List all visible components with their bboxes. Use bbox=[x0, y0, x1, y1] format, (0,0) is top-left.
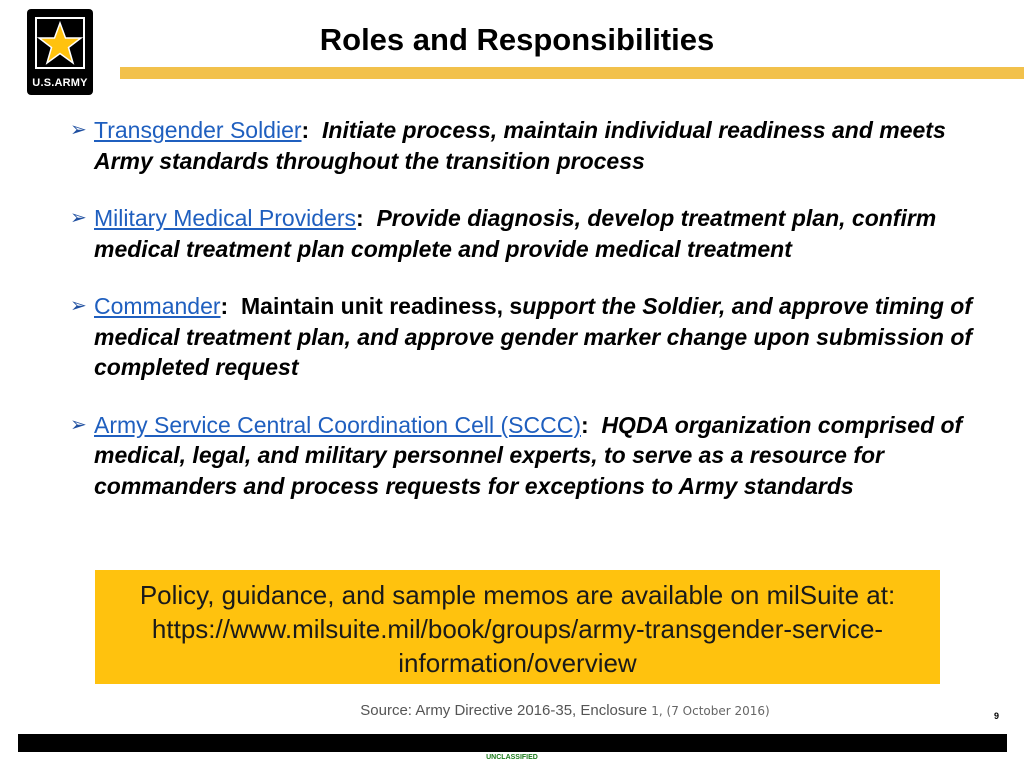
list-item-military-medical-providers bbox=[66, 203, 978, 264]
roles-list bbox=[66, 115, 978, 528]
role-link-commander[interactable]: Commander bbox=[94, 293, 221, 319]
role-colon: : bbox=[301, 117, 310, 143]
role-colon: : bbox=[356, 205, 364, 231]
arrow-bullet-icon: ➢ bbox=[70, 413, 87, 436]
policy-callout-box bbox=[95, 570, 940, 684]
source-date: 1, (7 October 2016) bbox=[651, 704, 770, 718]
role-link-military-medical-providers[interactable]: Military Medical Providers bbox=[94, 205, 357, 231]
source-citation bbox=[0, 702, 1024, 719]
policy-callout-text: Policy, guidance, and sample memos are available on milSuite at: https://www.milsuite.mil/book/groups/army-transgender-service-information/overview bbox=[139, 580, 896, 678]
classification-marking: UNCLASSIFIED bbox=[486, 754, 538, 761]
role-colon: : bbox=[580, 411, 589, 438]
list-item-sccc bbox=[66, 410, 978, 502]
footer-bar bbox=[18, 734, 1007, 752]
source-label: Source: Army Directive 2016-35, Enclosure bbox=[360, 702, 648, 719]
role-description: HQDA organization comprised of medical, legal, and military personnel experts, to serve as a resource for commanders and process requests for exceptions to Army standards bbox=[94, 411, 963, 499]
arrow-bullet-icon: ➢ bbox=[70, 295, 87, 317]
role-link-sccc[interactable]: Army Service Central Coordination Cell (SCCC) bbox=[94, 411, 581, 438]
role-description: Provide diagnosis, develop treatment plan, confirm medical treatment plan complete and provide medical treatment bbox=[94, 205, 937, 262]
list-item-transgender-soldier bbox=[66, 115, 978, 176]
arrow-bullet-icon: ➢ bbox=[70, 207, 87, 229]
role-description-prefix: Maintain unit readiness, s bbox=[241, 293, 523, 319]
list-item-commander bbox=[66, 291, 978, 383]
role-colon: : bbox=[220, 293, 229, 319]
title-underline-bar bbox=[120, 67, 1024, 79]
role-description: Initiate process, maintain individual readiness and meets Army standards throughout the transition process bbox=[94, 117, 946, 174]
arrow-bullet-icon: ➢ bbox=[70, 119, 87, 141]
page-number: 9 bbox=[994, 711, 1000, 721]
army-star-icon bbox=[27, 9, 93, 79]
logo-text: U.S.ARMY bbox=[32, 77, 88, 89]
us-army-logo bbox=[27, 9, 93, 95]
role-link-transgender-soldier[interactable]: Transgender Soldier bbox=[94, 117, 302, 143]
page-title: Roles and Responsibilities bbox=[319, 22, 715, 57]
role-description: upport the Soldier, and approve timing of medical treatment plan, and approve gender marker change upon submission of completed request bbox=[94, 293, 973, 380]
